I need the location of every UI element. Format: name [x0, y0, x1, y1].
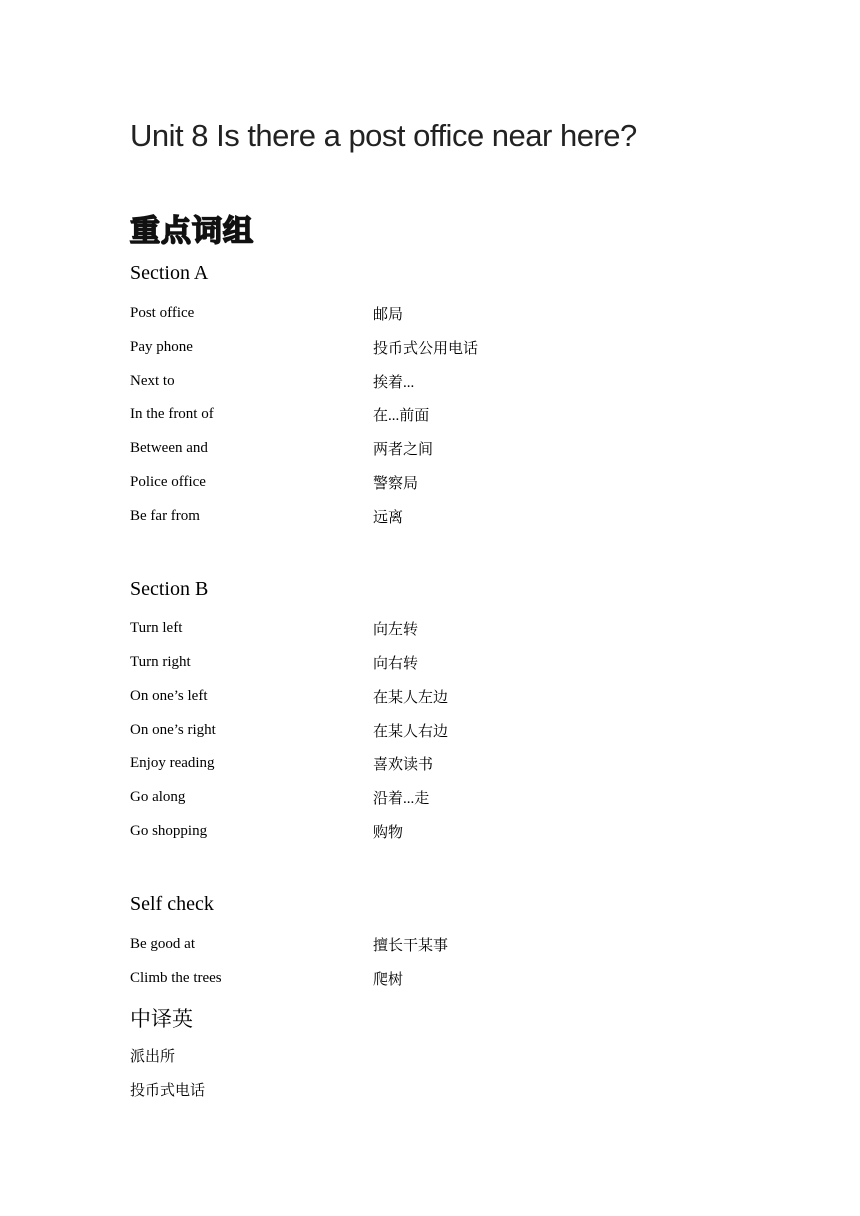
- self-check-heading: Self check: [130, 893, 214, 915]
- section-b-heading: Section B: [130, 578, 209, 600]
- phrase-row: [130, 336, 478, 358]
- phrase-zh: 喜欢读书: [373, 756, 434, 773]
- phrase-row: [130, 752, 433, 774]
- phrase-en: Be far from: [130, 507, 200, 524]
- translation-heading: 中译英: [130, 1007, 193, 1031]
- phrase-en: Climb the trees: [130, 969, 222, 986]
- phrase-en: On one’s right: [130, 721, 216, 738]
- phrase-row: [130, 719, 448, 741]
- phrase-row: [130, 437, 433, 459]
- phrase-en: Police office: [130, 473, 206, 490]
- phrase-zh: 警察局: [373, 475, 419, 492]
- phrase-zh: 在某人左边: [373, 689, 449, 706]
- translation-item: 派出所: [130, 1049, 176, 1065]
- phrase-zh: 投币式公用电话: [373, 340, 479, 357]
- phrase-row: [130, 302, 403, 324]
- phrase-zh: 在...前面: [373, 407, 430, 424]
- phrase-row: [130, 933, 448, 955]
- phrase-row: [130, 403, 429, 425]
- section-a-heading: Section A: [130, 262, 209, 284]
- phrase-zh: 在某人右边: [373, 723, 449, 740]
- phrase-en: Between and: [130, 439, 208, 456]
- phrase-zh: 擅长干某事: [373, 937, 449, 954]
- phrase-row: [130, 786, 429, 808]
- phrase-zh: 爬树: [373, 971, 404, 988]
- page-title: Unit 8 Is there a post office near here?: [130, 118, 637, 153]
- key-phrases-banner: 重点词组: [130, 214, 254, 249]
- phrase-zh: 两者之间: [373, 441, 434, 458]
- phrase-en: Turn left: [130, 619, 183, 636]
- phrase-zh: 挨着...: [373, 374, 415, 391]
- phrase-en: Turn right: [130, 653, 191, 670]
- phrase-row: [130, 505, 403, 527]
- translation-item: 投币式电话: [130, 1083, 206, 1099]
- phrase-row: [130, 685, 448, 707]
- phrase-zh: 购物: [373, 824, 404, 841]
- phrase-en: Enjoy reading: [130, 754, 215, 771]
- phrase-row: [130, 370, 414, 392]
- phrase-en: Be good at: [130, 935, 195, 952]
- phrase-en: Next to: [130, 372, 175, 389]
- phrase-zh: 邮局: [373, 306, 404, 323]
- phrase-row: [130, 471, 418, 493]
- phrase-en: In the front of: [130, 405, 214, 422]
- phrase-zh: 向左转: [373, 621, 419, 638]
- phrase-en: Go shopping: [130, 822, 208, 839]
- phrase-en: Post office: [130, 304, 195, 321]
- phrase-en: On one’s left: [130, 687, 208, 704]
- phrase-zh: 向右转: [373, 655, 419, 672]
- phrase-en: Go along: [130, 788, 186, 805]
- phrase-row: [130, 651, 418, 673]
- phrase-en: Pay phone: [130, 338, 193, 355]
- phrase-zh: 沿着...走: [373, 790, 430, 807]
- phrase-row: [130, 617, 418, 639]
- phrase-row: [130, 967, 403, 989]
- phrase-zh: 远离: [373, 509, 404, 526]
- phrase-row: [130, 820, 403, 842]
